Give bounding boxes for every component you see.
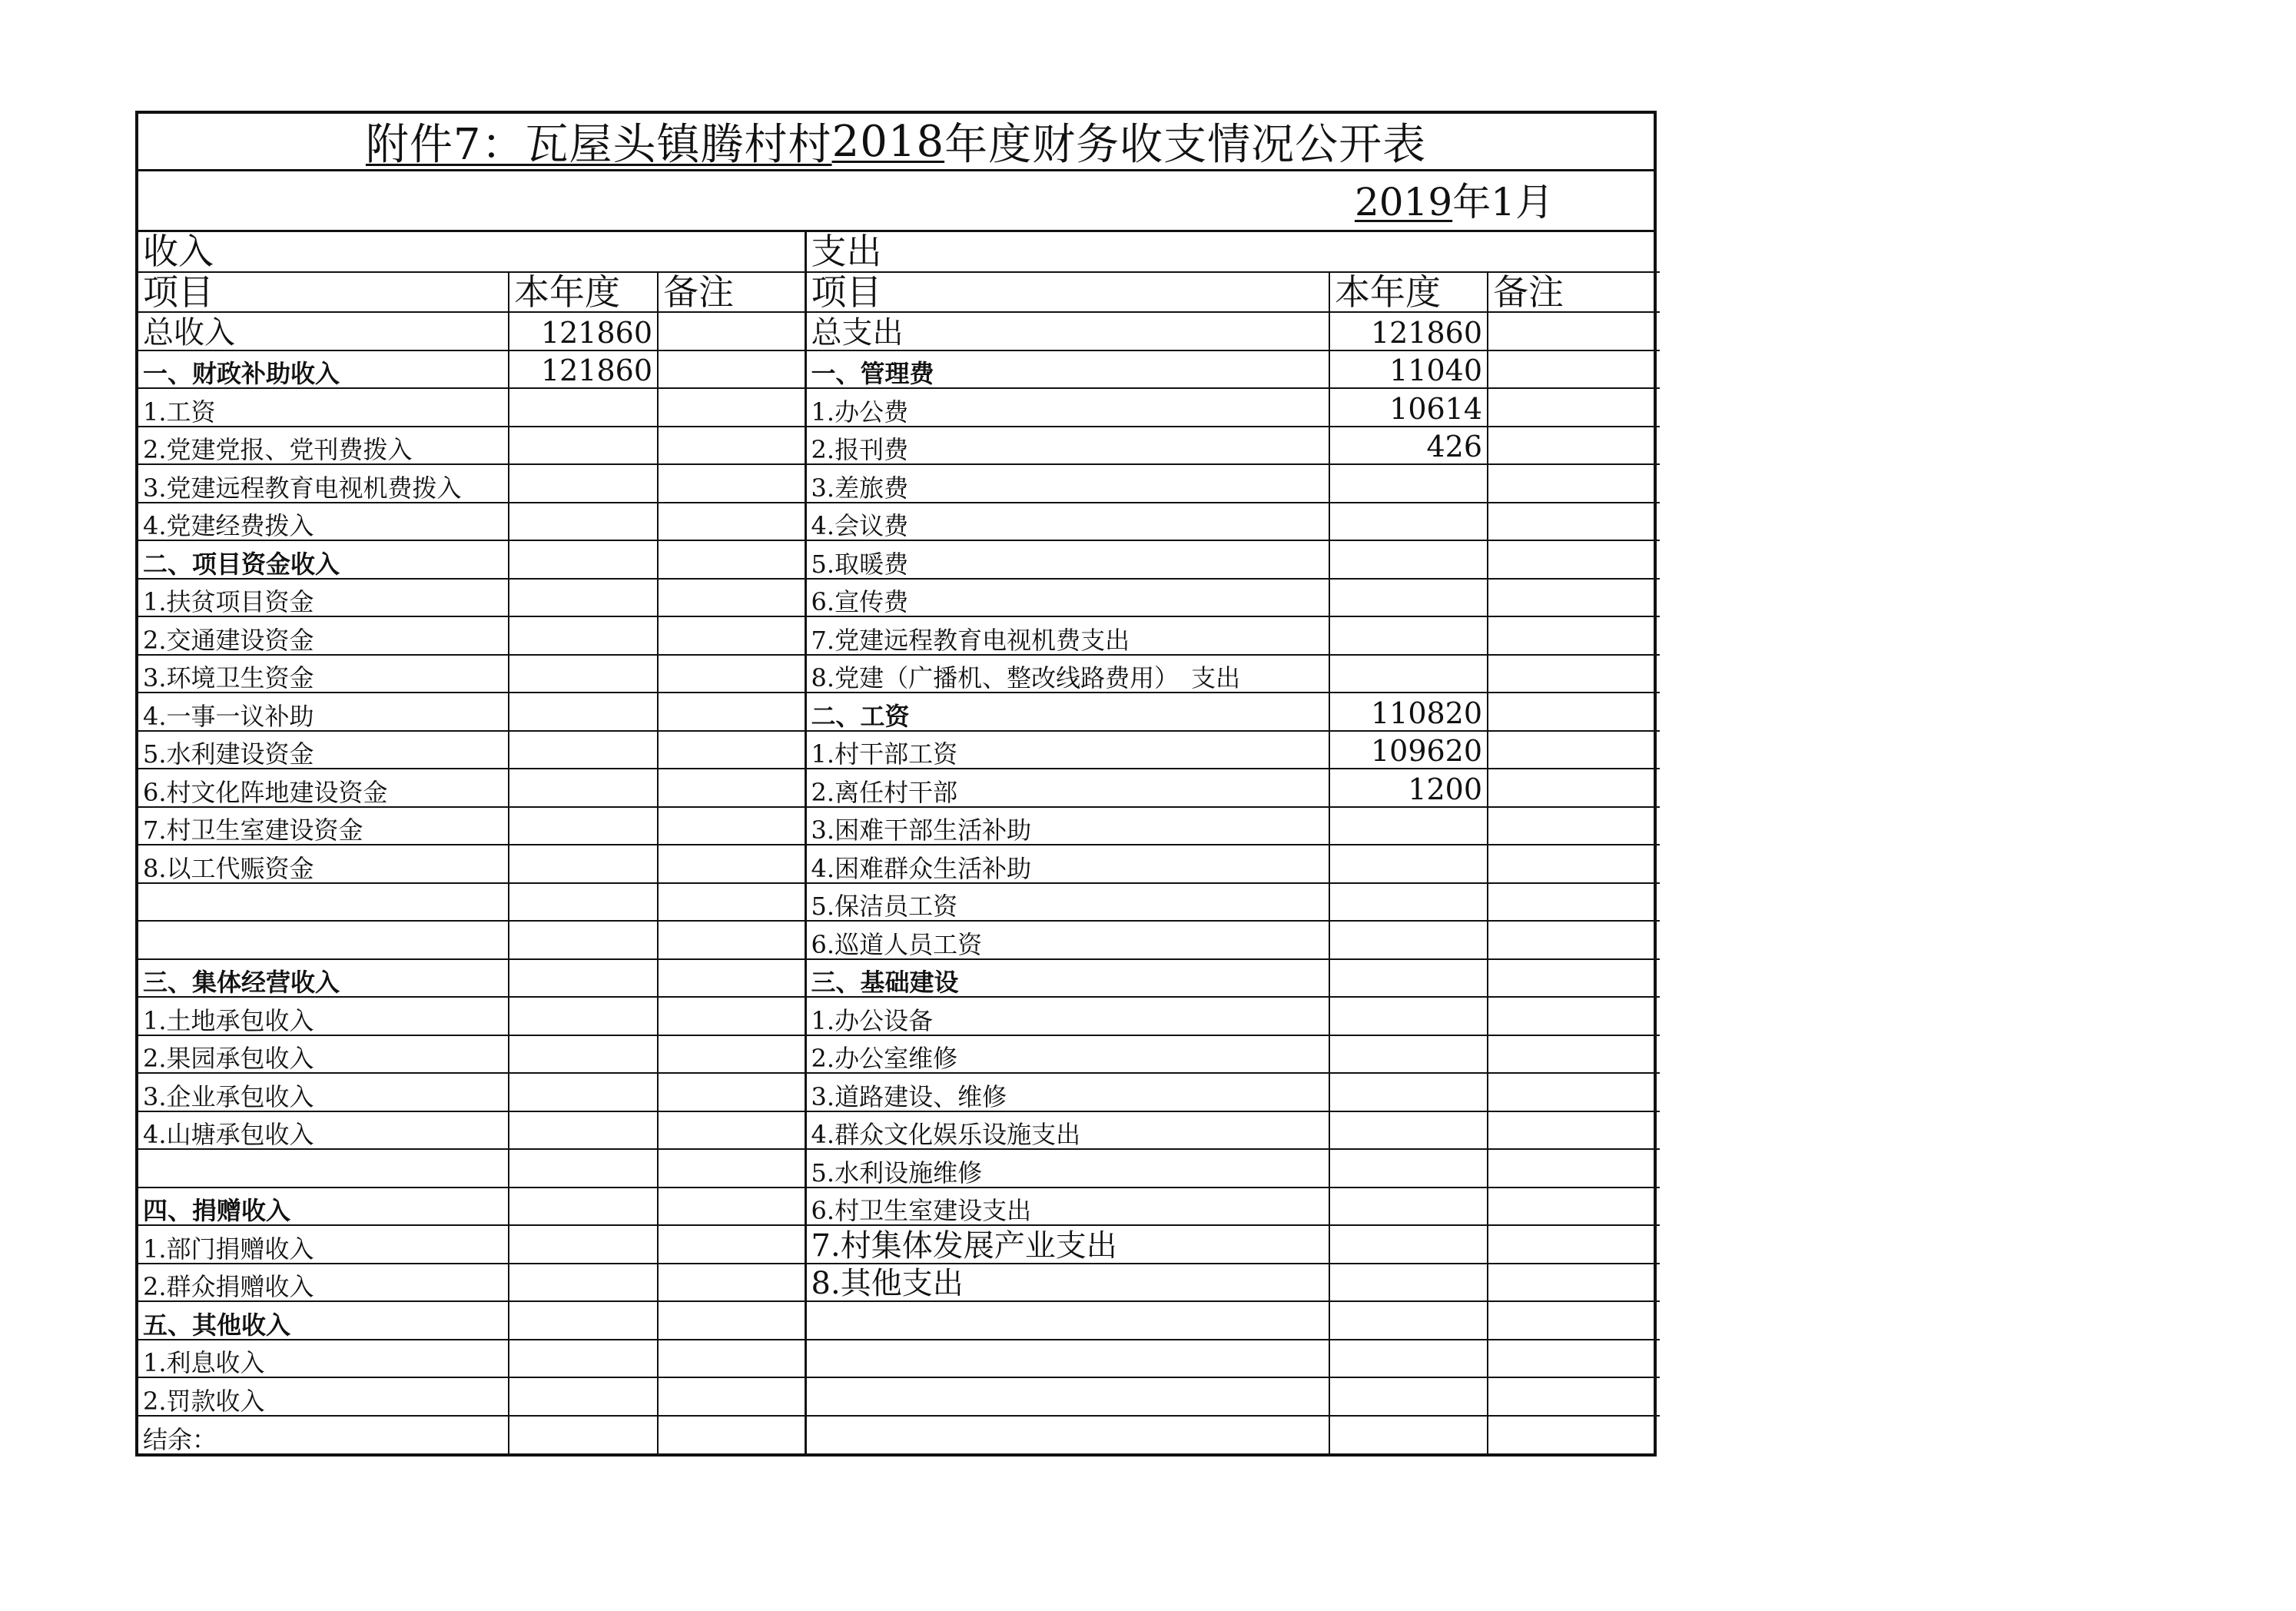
income-item: 4.党建经费拨入 (138, 503, 509, 541)
expense-item: 三、基础建设 (805, 959, 1329, 998)
table-row (138, 1264, 1660, 1302)
income-item: 4.山塘承包收入 (138, 1111, 509, 1150)
income-note (658, 1149, 805, 1187)
expense-value (1329, 1111, 1488, 1150)
expense-item: 1.村干部工资 (805, 731, 1329, 769)
page-title (138, 114, 1654, 171)
income-item (138, 883, 509, 922)
section-header-row (138, 232, 1660, 272)
income-value (509, 427, 658, 465)
income-note (658, 350, 805, 389)
expense-note (1488, 769, 1660, 807)
expense-value (1329, 616, 1488, 655)
expense-note (1488, 959, 1660, 998)
income-value (509, 845, 658, 883)
expense-col-note: 备注 (1488, 272, 1660, 313)
expense-item: 6.村卫生室建设支出 (805, 1187, 1329, 1226)
expense-note (1488, 845, 1660, 883)
income-value (509, 540, 658, 579)
expense-item: 8.党建（广播机、整改线路费用） 支出 (805, 655, 1329, 693)
expense-note (1488, 997, 1660, 1035)
table-row (138, 921, 1660, 959)
expense-note (1488, 1111, 1660, 1150)
income-note (658, 883, 805, 922)
expense-item: 2.办公室维修 (805, 1035, 1329, 1074)
expense-note (1488, 655, 1660, 693)
expense-value (1329, 655, 1488, 693)
expense-value (1329, 1301, 1488, 1340)
income-item: 一、财政补助收入 (138, 350, 509, 389)
income-note (658, 1111, 805, 1150)
table-row (138, 427, 1660, 465)
title-part-3: 年度财务收支情况公开表 (944, 120, 1427, 170)
table-row (138, 616, 1660, 655)
expense-item: 3.道路建设、维修 (805, 1073, 1329, 1111)
expense-value: 1200 (1329, 769, 1488, 807)
expense-item: 8.其他支出 (805, 1264, 1329, 1302)
income-value (509, 616, 658, 655)
expense-note (1488, 503, 1660, 541)
income-note (658, 769, 805, 807)
income-item: 2.党建党报、党刊费拨入 (138, 427, 509, 465)
income-value (509, 1301, 658, 1340)
income-value (509, 503, 658, 541)
expense-note (1488, 312, 1660, 350)
date-row (138, 171, 1654, 232)
income-note (658, 959, 805, 998)
income-value (509, 464, 658, 503)
table-row (138, 959, 1660, 998)
expense-item: 总支出 (805, 312, 1329, 350)
expense-value (1329, 845, 1488, 883)
income-note (658, 312, 805, 350)
income-value (509, 1035, 658, 1074)
table-row (138, 1149, 1660, 1187)
expense-note (1488, 616, 1660, 655)
expense-note (1488, 350, 1660, 389)
expense-value (1329, 503, 1488, 541)
expense-item: 2.离任村干部 (805, 769, 1329, 807)
income-note (658, 845, 805, 883)
expense-value (1329, 1073, 1488, 1111)
table-row (138, 1073, 1660, 1111)
expense-item (805, 1416, 1329, 1454)
expense-note (1488, 1301, 1660, 1340)
expense-note (1488, 464, 1660, 503)
column-header-row (138, 272, 1660, 313)
table-row (138, 1340, 1660, 1378)
income-value (509, 731, 658, 769)
expense-value (1329, 997, 1488, 1035)
expense-note (1488, 1035, 1660, 1074)
income-value: 121860 (509, 350, 658, 389)
income-item (138, 921, 509, 959)
expense-value (1329, 921, 1488, 959)
expense-note (1488, 693, 1660, 731)
table-row (138, 579, 1660, 617)
table-row (138, 350, 1660, 389)
expense-value (1329, 1035, 1488, 1074)
income-note (658, 1301, 805, 1340)
expense-note (1488, 921, 1660, 959)
title-year: 2018 (831, 116, 945, 167)
expense-note (1488, 427, 1660, 465)
income-note (658, 427, 805, 465)
expense-item: 4.群众文化娱乐设施支出 (805, 1111, 1329, 1150)
title-part-1: 附件7：瓦屋头镇腾村村 (365, 120, 832, 170)
income-item: 6.村文化阵地建设资金 (138, 769, 509, 807)
income-note (658, 1340, 805, 1378)
expense-value (1329, 883, 1488, 922)
expense-item: 5.水利设施维修 (805, 1149, 1329, 1187)
income-note (658, 1187, 805, 1226)
income-value (509, 655, 658, 693)
expense-col-item: 项目 (805, 272, 1329, 313)
income-value (509, 1264, 658, 1302)
income-col-note: 备注 (658, 272, 805, 313)
expense-value (1329, 1264, 1488, 1302)
table-row (138, 503, 1660, 541)
income-note (658, 1035, 805, 1074)
income-header: 收入 (138, 232, 805, 272)
expense-value (1329, 1187, 1488, 1226)
income-value: 121860 (509, 312, 658, 350)
expense-item: 3.差旅费 (805, 464, 1329, 503)
expense-header: 支出 (805, 232, 1660, 272)
income-note (658, 731, 805, 769)
income-item: 1.扶贫项目资金 (138, 579, 509, 617)
income-value (509, 1111, 658, 1150)
income-value (509, 693, 658, 731)
income-item: 1.工资 (138, 388, 509, 427)
expense-item (805, 1301, 1329, 1340)
income-item: 1.部门捐赠收入 (138, 1225, 509, 1264)
expense-note (1488, 1416, 1660, 1454)
income-item: 三、集体经营收入 (138, 959, 509, 998)
expense-note (1488, 1149, 1660, 1187)
income-note (658, 1264, 805, 1302)
income-note (658, 579, 805, 617)
table-row (138, 883, 1660, 922)
income-note (658, 807, 805, 845)
expense-value (1329, 807, 1488, 845)
income-note (658, 1073, 805, 1111)
table-row (138, 388, 1660, 427)
income-value (509, 388, 658, 427)
income-item (138, 1149, 509, 1187)
table-row (138, 1377, 1660, 1416)
income-note (658, 540, 805, 579)
income-item: 3.环境卫生资金 (138, 655, 509, 693)
finance-table (138, 232, 1660, 1453)
income-item: 2.群众捐赠收入 (138, 1264, 509, 1302)
expense-value (1329, 464, 1488, 503)
income-value (509, 1340, 658, 1378)
expense-note (1488, 1225, 1660, 1264)
expense-value: 11040 (1329, 350, 1488, 389)
income-note (658, 997, 805, 1035)
expense-item: 7.村集体发展产业支出 (805, 1225, 1329, 1264)
income-value (509, 1416, 658, 1454)
income-value (509, 769, 658, 807)
finance-disclosure-sheet (135, 111, 1657, 1457)
expense-note (1488, 1377, 1660, 1416)
expense-item: 6.宣传费 (805, 579, 1329, 617)
expense-item: 一、管理费 (805, 350, 1329, 389)
income-value (509, 883, 658, 922)
income-value (509, 807, 658, 845)
income-col-year: 本年度 (509, 272, 658, 313)
expense-note (1488, 579, 1660, 617)
income-note (658, 1416, 805, 1454)
expense-value (1329, 1377, 1488, 1416)
expense-value (1329, 1416, 1488, 1454)
expense-item: 4.困难群众生活补助 (805, 845, 1329, 883)
income-col-item: 项目 (138, 272, 509, 313)
income-value (509, 1377, 658, 1416)
expense-item (805, 1377, 1329, 1416)
table-row (138, 1035, 1660, 1074)
expense-value (1329, 1225, 1488, 1264)
income-note (658, 503, 805, 541)
table-row (138, 1225, 1660, 1264)
expense-note (1488, 1264, 1660, 1302)
income-item: 1.利息收入 (138, 1340, 509, 1378)
expense-value: 426 (1329, 427, 1488, 465)
income-note (658, 1377, 805, 1416)
table-row (138, 997, 1660, 1035)
income-item: 8.以工代赈资金 (138, 845, 509, 883)
income-item: 5.水利建设资金 (138, 731, 509, 769)
income-note (658, 388, 805, 427)
table-row (138, 464, 1660, 503)
income-item: 四、捐赠收入 (138, 1187, 509, 1226)
expense-item: 5.取暖费 (805, 540, 1329, 579)
expense-item (805, 1340, 1329, 1378)
expense-value (1329, 959, 1488, 998)
income-item: 1.土地承包收入 (138, 997, 509, 1035)
table-row (138, 1416, 1660, 1454)
expense-item: 二、工资 (805, 693, 1329, 731)
income-value (509, 579, 658, 617)
income-item: 3.企业承包收入 (138, 1073, 509, 1111)
expense-value: 121860 (1329, 312, 1488, 350)
income-item: 4.一事一议补助 (138, 693, 509, 731)
table-row (138, 845, 1660, 883)
expense-note (1488, 731, 1660, 769)
expense-value (1329, 540, 1488, 579)
table-row (138, 731, 1660, 769)
income-value (509, 997, 658, 1035)
expense-value: 110820 (1329, 693, 1488, 731)
expense-item: 4.会议费 (805, 503, 1329, 541)
expense-note (1488, 1073, 1660, 1111)
table-row (138, 655, 1660, 693)
income-item: 总收入 (138, 312, 509, 350)
income-note (658, 921, 805, 959)
table-row (138, 1301, 1660, 1340)
income-value (509, 1149, 658, 1187)
expense-item: 3.困难干部生活补助 (805, 807, 1329, 845)
expense-value (1329, 1149, 1488, 1187)
expense-value (1329, 1340, 1488, 1378)
table-row (138, 540, 1660, 579)
income-item: 二、项目资金收入 (138, 540, 509, 579)
income-value (509, 959, 658, 998)
income-note (658, 693, 805, 731)
income-value (509, 1073, 658, 1111)
expense-item: 6.巡道人员工资 (805, 921, 1329, 959)
expense-value: 10614 (1329, 388, 1488, 427)
expense-note (1488, 1340, 1660, 1378)
publish-date: 2019年1月 (1354, 180, 1554, 224)
income-item: 3.党建远程教育电视机费拨入 (138, 464, 509, 503)
table-row (138, 1111, 1660, 1150)
income-item: 7.村卫生室建设资金 (138, 807, 509, 845)
income-note (658, 655, 805, 693)
expense-note (1488, 540, 1660, 579)
expense-col-year: 本年度 (1329, 272, 1488, 313)
table-row (138, 693, 1660, 731)
income-value (509, 1187, 658, 1226)
expense-item: 1.办公设备 (805, 997, 1329, 1035)
expense-note (1488, 807, 1660, 845)
income-note (658, 464, 805, 503)
expense-note (1488, 883, 1660, 922)
income-note (658, 1225, 805, 1264)
income-value (509, 1225, 658, 1264)
income-note (658, 616, 805, 655)
income-item: 结余： (138, 1416, 509, 1454)
income-item: 2.果园承包收入 (138, 1035, 509, 1074)
table-row (138, 807, 1660, 845)
expense-item: 1.办公费 (805, 388, 1329, 427)
table-row (138, 769, 1660, 807)
income-value (509, 921, 658, 959)
expense-item: 2.报刊费 (805, 427, 1329, 465)
table-row (138, 1187, 1660, 1226)
income-item: 2.交通建设资金 (138, 616, 509, 655)
expense-note (1488, 1187, 1660, 1226)
expense-item: 7.党建远程教育电视机费支出 (805, 616, 1329, 655)
income-item: 五、其他收入 (138, 1301, 509, 1340)
expense-value (1329, 579, 1488, 617)
table-row (138, 312, 1660, 350)
income-item: 2.罚款收入 (138, 1377, 509, 1416)
expense-note (1488, 388, 1660, 427)
expense-item: 5.保洁员工资 (805, 883, 1329, 922)
expense-value: 109620 (1329, 731, 1488, 769)
